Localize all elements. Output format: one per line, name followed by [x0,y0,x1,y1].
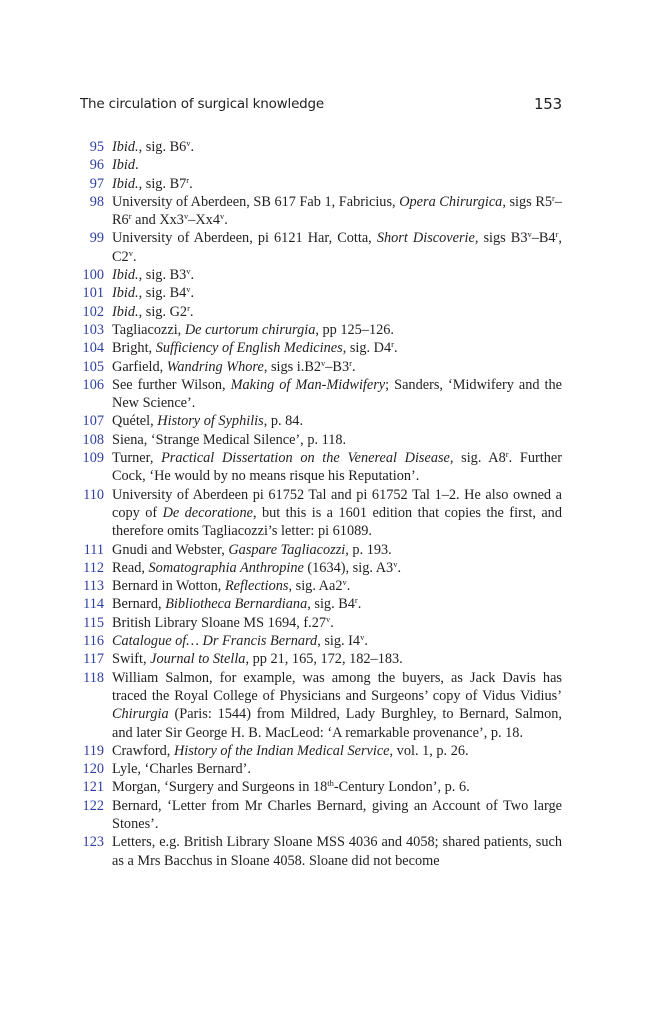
superscript: r [552,192,555,203]
endnote-number[interactable]: 106 [82,376,104,393]
italic-title: Journal to Stella [150,651,246,668]
endnote-text [112,632,562,650]
endnote-text [112,412,562,430]
italic-title: Practical Dissertation on the Venereal Disease [161,450,450,467]
endnote-text [112,760,562,778]
text-run: -Century London’, p. 6. [333,779,470,796]
text-run: . [189,303,194,320]
endnote-number[interactable]: 103 [82,321,104,338]
endnote [80,742,562,760]
endnote-number[interactable]: 112 [83,559,104,576]
text-run: , p. 84. [263,413,304,430]
text-run: Bright, [112,340,156,357]
text-run: Tagliacozzi, [112,321,185,338]
endnote-text [112,339,562,357]
endnote-text [112,669,562,742]
endnote [80,486,562,541]
italic-title: History of Syphilis [157,413,264,430]
text-run: , sig. B6 [138,139,187,155]
endnote [80,577,562,595]
endnote-text [112,284,562,302]
text-run: , sig. B7 [138,175,187,192]
endnote-number[interactable]: 111 [83,541,104,558]
text-run: . [351,358,356,375]
italic-title: De curtorum chirurgia [184,321,316,338]
endnote-text [112,376,562,413]
text-run: , pp 21, 165, 172, 182–183. [245,651,403,668]
text-run: University of Aberdeen pi 61752 Tal and pi 61752 Tal 1–2. He also owned a copy of [112,486,562,521]
text-run: British Library Sloane MS 1694, f.27 [112,614,327,631]
text-run: –Xx4 [188,212,220,229]
endnote-number[interactable]: 122 [82,797,104,814]
superscript: v [326,613,331,624]
endnote-text [112,541,562,559]
italic-title: Ibid. [112,285,139,302]
text-run: . [132,248,137,265]
text-run: (1634), sig. A3 [303,559,394,576]
text-run: University of Aberdeen, SB 617 Fab 1, Fabricius, [112,193,400,210]
text-run: , sig. B4 [138,285,187,302]
endnotes-list [80,138,562,870]
endnote-text [112,559,562,577]
endnote [80,266,562,284]
endnote [80,412,562,430]
text-run: . [346,578,351,595]
text-run: . [135,157,139,174]
endnote-text [112,449,562,486]
superscript: v [342,577,347,588]
text-run: . [224,212,228,229]
text-run: , sig. I4 [317,633,361,650]
text-run: University of Aberdeen, pi 6121 Har, Cotta, [112,230,377,247]
endnote-text [112,156,562,174]
endnote-number[interactable]: 104 [82,340,104,357]
text-run: . [364,633,368,650]
endnote [80,760,562,778]
endnote-number[interactable]: 114 [83,596,104,613]
text-run: , sig. A8 [449,450,506,467]
superscript: r [349,357,352,368]
text-run: . [190,267,195,284]
italic-title: Ibid. [112,175,139,192]
superscript: v [360,632,365,643]
italic-title: De decoratione [162,504,253,521]
italic-title: Gaspare Tagliacozzi [228,541,346,558]
endnote-number[interactable]: 119 [83,742,104,759]
text-run: , sigs R5 [502,193,553,210]
endnote [80,797,562,834]
endnote [80,559,562,577]
endnote-text [112,303,562,321]
superscript: th [327,778,334,789]
endnote-text [112,266,562,284]
text-run: Quétel, [112,413,158,430]
endnote-text [112,833,562,870]
text-run: , p. 193. [345,541,392,558]
superscript: v [186,138,191,148]
text-run: William Salmon, for example, was among the buyers, as Jack Davis has traced the Royal College of Physicians and Surgeons’ copy of Vidus Vidius’ [112,669,562,704]
superscript: r [354,595,358,606]
page-number: 153 [533,95,562,113]
text-run: Bernard, ‘Letter from Mr Charles Bernard, giving an Account of Two large Stones’. [112,797,562,832]
italic-title: Ibid. [112,139,139,155]
text-run: . [189,175,193,192]
endnote-text [112,742,562,760]
text-run: –R6 [112,193,563,229]
endnote-text [112,193,562,230]
superscript: v [186,284,191,295]
text-run: Bernard in Wotton, [112,578,225,595]
text-run: , but this is a 1601 edition that copies the first, and therefore omits Tagliacozzi’s letter: pi 61089. [112,504,562,540]
text-run: Gnudi and Webster, [112,541,229,558]
endnote-text [112,650,562,668]
text-run: and Xx3 [131,212,184,229]
superscript: r [391,339,394,350]
endnote-number[interactable]: 117 [83,651,104,668]
superscript: r [505,449,509,460]
endnote-text [112,797,562,834]
endnote [80,833,562,870]
endnote-number[interactable]: 95 [89,139,104,155]
endnote-number[interactable]: 97 [89,175,104,192]
endnote-number[interactable]: 110 [83,486,104,503]
endnote-number[interactable]: 96 [89,157,104,174]
endnote-text [112,175,562,193]
text-run: –B4 [531,230,556,247]
endnote-text [112,138,562,156]
endnote-text [112,614,562,632]
text-run: Lyle, ‘Charles Bernard’. [112,761,251,778]
text-run: Crawford, [112,742,174,759]
endnote-text [112,778,562,796]
text-run: , sig. B4 [307,596,355,613]
endnote-number[interactable]: 113 [83,578,104,595]
text-run: , vol. 1, p. 26. [389,742,469,759]
endnote [80,376,562,413]
endnote-number[interactable]: 109 [82,450,104,467]
endnote [80,595,562,613]
endnote-number[interactable]: 116 [83,633,104,650]
endnote-number[interactable]: 101 [82,285,104,302]
text-run: , sig. Aa2 [288,578,343,595]
endnote-text [112,229,562,266]
superscript: v [393,558,398,569]
superscript: v [219,211,225,222]
endnote-number[interactable]: 120 [82,761,104,778]
text-run: Siena, ‘Strange Medical Silence’, p. 118. [112,431,347,448]
text-run: , sig. D4 [342,340,392,357]
text-run: . [190,285,195,302]
text-run: . [394,340,398,357]
endnote [80,229,562,266]
italic-title: Catalogue of… Dr Francis Bernard [112,633,318,650]
italic-title: Reflections [224,578,289,595]
endnote [80,284,562,302]
endnote-number[interactable]: 100 [82,267,104,284]
text-run: ; Sanders, ‘Midwifery and the New Science’. [112,376,563,412]
text-run: . [357,596,362,613]
endnote-number[interactable]: 115 [83,614,104,631]
endnote [80,449,562,486]
endnote-number[interactable]: 105 [82,358,104,375]
superscript: r [186,174,190,185]
endnote-number[interactable]: 123 [82,834,104,851]
endnote [80,138,562,156]
text-run: . [397,559,402,576]
endnote-text [112,431,562,449]
endnote-number[interactable]: 118 [83,669,104,686]
page-header [80,96,562,116]
endnote-number[interactable]: 107 [82,413,104,430]
italic-title: Sufficiency of English Medicines [155,340,343,357]
endnote-number[interactable]: 102 [82,303,104,320]
text-run: , sig. B3 [138,267,187,284]
endnote [80,156,562,174]
text-run: . [190,139,195,155]
italic-title: Opera Chirurgica [399,193,503,210]
text-run: Morgan, ‘Surgery and Surgeons in 18 [112,779,328,796]
running-title: The circulation of surgical knowledge [80,96,325,112]
endnote-text [112,577,562,595]
italic-title: Making of Man-Midwifery [230,376,386,393]
text-run: (Paris: 1544) from Mildred, Lady Burghley, to Bernard, Salmon, and later Sir George H. B. MacLeod: ‘A remarkable provenance’, p. 18. [112,706,562,741]
endnote [80,778,562,796]
italic-title: Bibliotheca Bernardiana [165,596,308,613]
text-run: See further Wilson, [112,376,231,393]
endnote [80,339,562,357]
endnote [80,321,562,339]
italic-title: Short Discoverie [376,230,475,247]
italic-title: Ibid. [112,267,139,284]
text-run: , sig. G2 [138,303,188,320]
text-run: . [330,614,334,631]
superscript: r [187,302,190,313]
endnote [80,358,562,376]
superscript: v [186,266,191,277]
text-run: Garfield, [112,358,167,375]
superscript: v [527,229,532,240]
text-run: Turner, [112,450,162,467]
endnote [80,193,562,230]
endnote-text [112,358,562,376]
italic-title: Wandring Whore [166,358,264,375]
text-run: Bernard, [112,596,166,613]
text-run: , sigs i.B2 [263,358,322,375]
endnote [80,632,562,650]
italic-title: Ibid. [112,303,139,320]
endnote-text [112,486,562,541]
text-run: –B3 [325,358,350,375]
text-run: Read, [112,559,149,576]
italic-title: Ibid [112,157,136,174]
endnote [80,669,562,742]
endnote-number[interactable]: 108 [82,431,104,448]
text-run: , sigs B3 [474,230,528,247]
superscript: v [128,247,133,258]
superscript: v [183,211,189,222]
italic-title: Chirurgia [112,706,169,723]
superscript: v [321,357,326,368]
text-run: , pp 125–126. [315,321,394,338]
italic-title: Somatographia Anthropine [148,559,304,576]
superscript: r [128,211,132,222]
endnote [80,541,562,559]
endnote [80,614,562,632]
text-run: , C2 [112,230,562,265]
endnote [80,175,562,193]
superscript: r [555,229,559,240]
text-run: Letters, e.g. British Library Sloane MSS 4036 and 4058; shared patients, such as a Mrs Bacchus in Sloane 4058. Sloane did not become [112,834,562,869]
endnote [80,303,562,321]
endnote-text [112,595,562,613]
endnote-number[interactable]: 98 [89,193,104,210]
endnote [80,431,562,449]
endnote [80,650,562,668]
italic-title: History of the Indian Medical Service [173,742,390,759]
endnote-number[interactable]: 121 [82,779,104,796]
endnote-text [112,321,562,339]
endnote-number[interactable]: 99 [89,230,104,247]
text-run: Swift, [112,651,151,668]
text-run: . Further Cock, ‘He would by no means risque his Reputation’. [112,450,562,485]
